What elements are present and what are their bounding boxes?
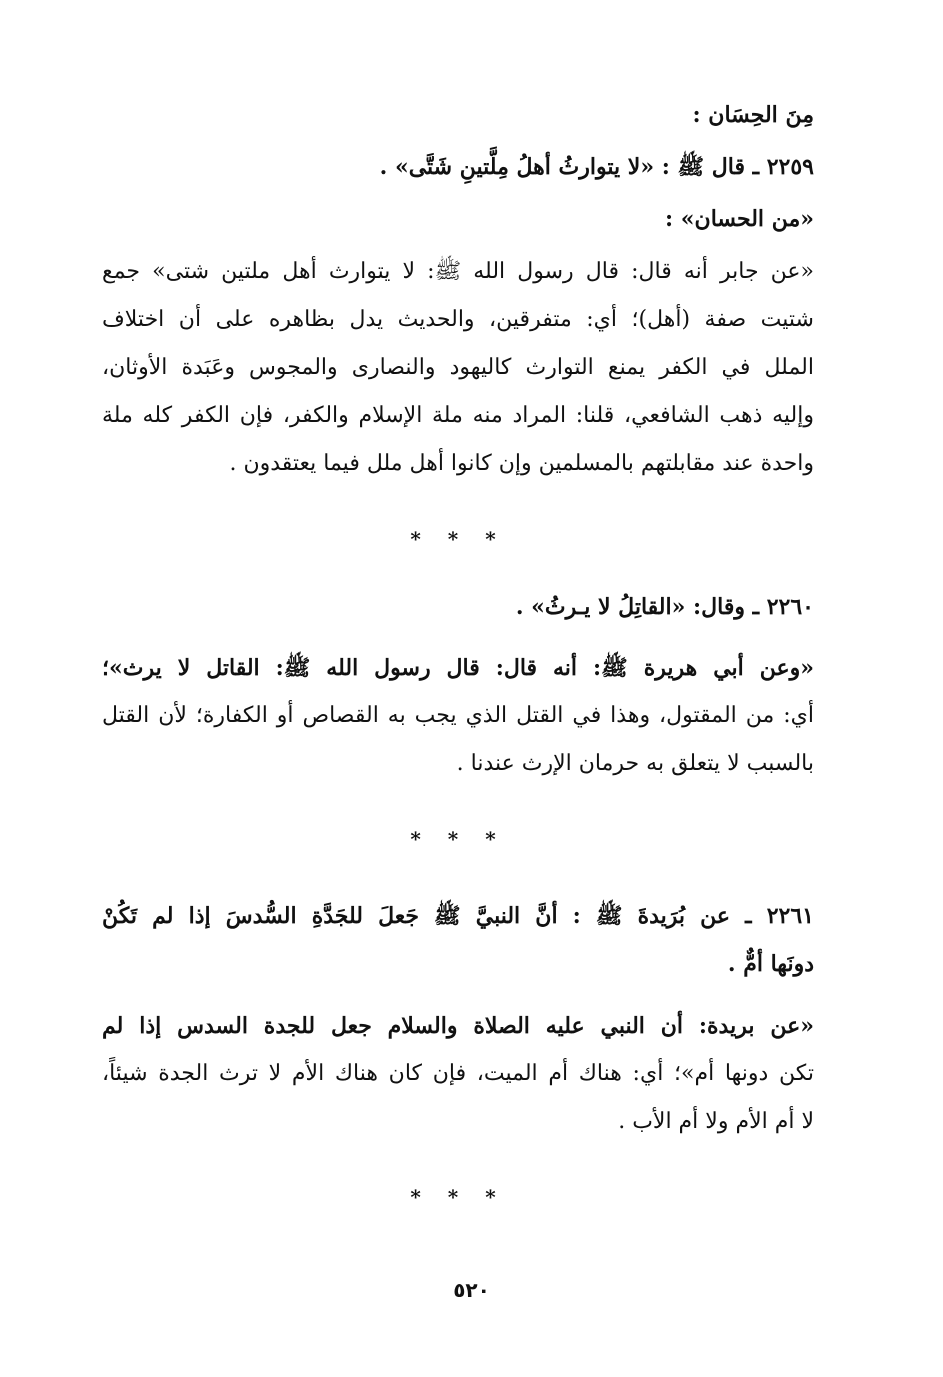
hadith-line: دونَها أمٌّ .: [727, 951, 814, 977]
commentary-line: بالسبب لا يتعلق به حرمان الإرث عندنا .: [456, 751, 814, 776]
page-number: ٥٢٠: [453, 1278, 490, 1302]
hadith-2261: [102, 892, 814, 988]
commentary-line: «وعن أبي هريرة ﷺ: أنه قال: قال رسول الله ﷺ: القاتل لا يرث»؛: [102, 655, 814, 681]
commentary-line: لا أم الأم ولا أم الأب .: [618, 1109, 814, 1134]
hadith-2259: ٢٢٥٩ ـ قال ﷺ : «لا يتوارثُ أهلُ مِلَّتينِ شَتَّى» .: [379, 154, 814, 180]
commentary-line: الملل في الكفر يمنع التوارث كاليهود والنصارى والمجوس وعَبَدة الأوثان،: [102, 355, 814, 380]
commentary-2260: [102, 644, 814, 788]
commentary-line: واحدة عند مقابلتهم بالمسلمين وإن كانوا أهل ملل فيما يعتقدون .: [229, 451, 814, 476]
separator: * * *: [410, 527, 506, 551]
commentary-line: تكن دونها أم»؛ أي: هناك أم الميت، فإن كان هناك الأم لا ترث الجدة شيئاً،: [102, 1061, 814, 1086]
commentary-label-2259: «من الحسان» :: [665, 206, 814, 232]
commentary-line: «عن بريدة: أن النبي عليه الصلاة والسلام جعل للجدة السدس إذا لم: [102, 1013, 814, 1039]
page-content: [102, 100, 814, 1250]
separator: * * *: [410, 827, 506, 851]
hadith-line: ٢٢٦١ ـ عن بُرَيدةَ ﷺ : أنَّ النبيَّ ﷺ جَعلَ للجَدَّةِ السُّدسَ إذا لم تَكُنْ: [102, 903, 814, 929]
commentary-line: شتيت صفة (أهل)؛ أي: متفرقين، والحديث يدل بظاهره على أن اختلاف: [102, 307, 814, 332]
hadith-2260: ٢٢٦٠ ـ وقال: «القاتِلُ لا يـرثُ» .: [515, 594, 814, 620]
commentary-line: وإليه ذهب الشافعي، قلنا: المراد منه ملة الإسلام والكفر، فإن الكفر كله ملة: [102, 403, 814, 428]
commentary-2261: [102, 1002, 814, 1146]
commentary-line: «عن جابر أنه قال: قال رسول الله ﷺ: لا يتوارث أهل ملتين شتى» جمع: [102, 259, 814, 284]
separator: * * *: [410, 1185, 506, 1209]
commentary-2259: [102, 248, 814, 488]
commentary-line: أي: من المقتول، وهذا في القتل الذي يجب به القصاص أو الكفارة؛ لأن القتل: [102, 703, 815, 728]
section-heading: مِنَ الحِسَان :: [692, 102, 814, 128]
